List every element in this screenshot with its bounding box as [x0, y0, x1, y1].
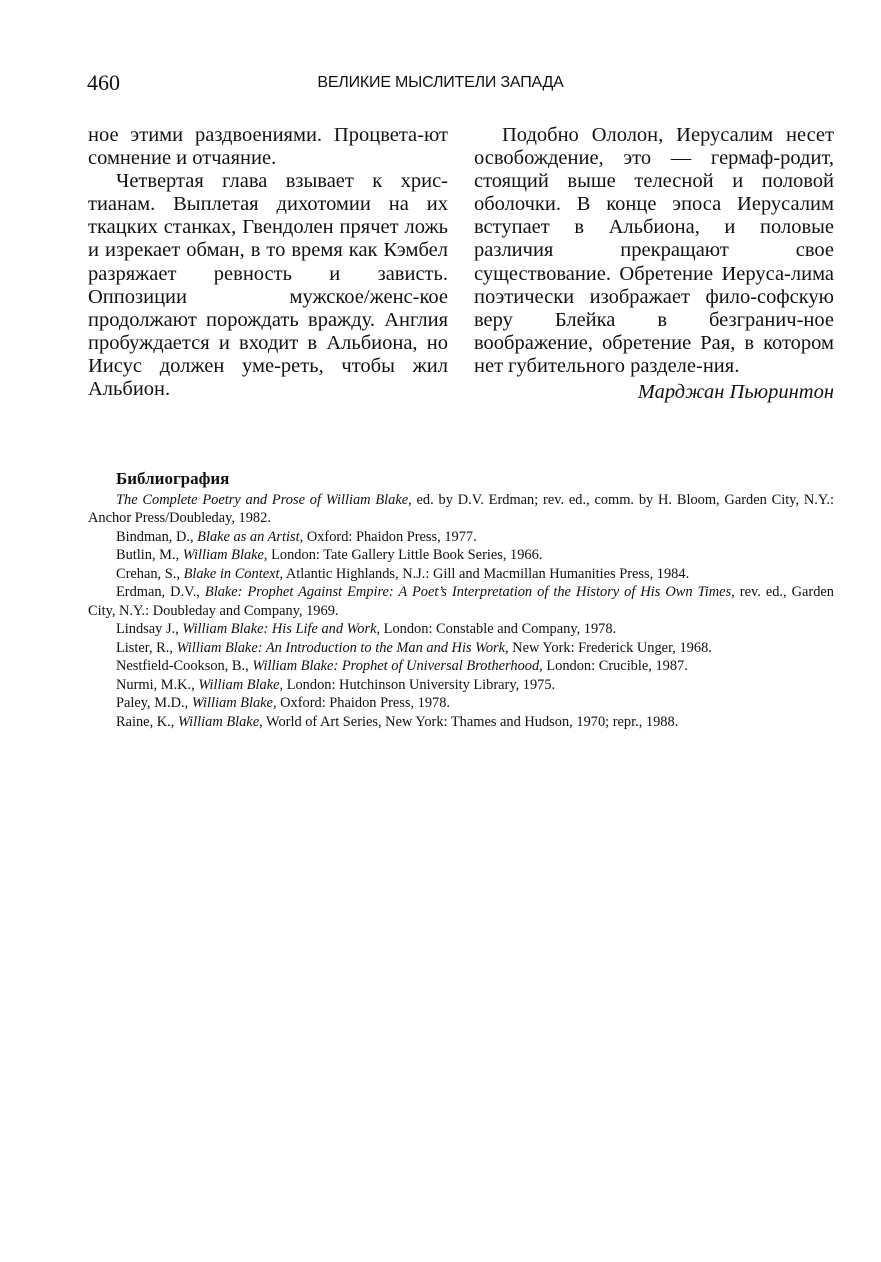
bibliography-entry [88, 583, 834, 620]
entry-details: , rev. ed., Garden City, N.Y.: Doubleday and Company, 1969. [88, 584, 834, 619]
entry-title: Blake: Prophet Against Empire: A Poet’s Interpretation of the History of His Own Times [204, 584, 732, 600]
page-number: 460 [87, 70, 120, 95]
bibliography-entry [88, 676, 834, 695]
entry-author: Bindman, D., [116, 528, 198, 545]
right-paragraph-1: Подобно Ололон, Иерусалим несет освобождение, это — гермаф-родит, стоящий выше телесной и половой оболочки. В конце эпоса Иерусалим вступает в Альбиона, и половые различия прекращают свое существование. Обретение Иеруса-лима поэтически изображает фило-софскую веру Блейка в безгранич-ное воображение, обретение Рая, в котором нет губительного разделе-ния. [474, 124, 834, 377]
page-header [0, 70, 881, 100]
entry-details: , ed. by D.V. Erdman; rev. ed., comm. by H. Bloom, Garden City, N.Y.: Anchor Press/Doubleday, 1982. [88, 491, 834, 526]
entry-details: , New York: Frederick Unger, 1968. [505, 639, 712, 656]
entry-title: William Blake: His Life and Work [182, 621, 377, 637]
entry-details: , Oxford: Phaidon Press, 1978. [272, 695, 451, 711]
right-column [474, 124, 834, 404]
entry-details: , World of Art Series, New York: Thames and Hudson, 1970; repr., 1988. [259, 713, 679, 730]
bibliography-entry [88, 657, 834, 676]
entry-details: , London: Tate Gallery Little Book Series, 1966. [263, 547, 543, 563]
bibliography-entry [88, 620, 834, 639]
entry-author: Lindsay J., [116, 621, 183, 637]
entry-author: Nurmi, M.K., [116, 676, 199, 693]
entry-title: Blake as an Artist [197, 528, 300, 545]
entry-details: , London: Crucible, 1987. [539, 658, 688, 674]
left-column [88, 124, 448, 401]
entry-details: , London: Hutchinson University Library, 1975. [279, 676, 556, 693]
entry-author: Nestfield-Cookson, B., [116, 658, 253, 674]
bibliography-entry [88, 546, 834, 565]
entry-author: Raine, K., [116, 713, 178, 730]
bibliography-entry [88, 565, 834, 584]
bibliography-list [88, 491, 834, 732]
entry-author: Crehan, S., [116, 565, 184, 582]
entry-title: William Blake [182, 547, 264, 563]
entry-title: William Blake [191, 695, 273, 711]
entry-author: Erdman, D.V., [116, 584, 205, 600]
bibliography-entry [88, 694, 834, 713]
entry-author: Paley, M.D., [116, 695, 192, 711]
entry-author: Lister, R., [116, 639, 177, 656]
running-head: ВЕЛИКИЕ МЫСЛИТЕЛИ ЗАПАДА [317, 74, 564, 91]
entry-title: William Blake [177, 713, 260, 730]
bibliography-entry [88, 639, 834, 658]
entry-title: The Complete Poetry and Prose of William Blake [116, 491, 409, 508]
left-paragraph-2: Четвертая глава взывает к хрис-тианам. Выплетая дихотомии на их ткацких станках, Гвендолен прячет ложь и изрекает обман, в то время как Кэмбел разряжает ревность и зависть. Оппозиции мужское/женс-кое продолжают порождать вражду. Англия пробуждается и входит в Альбиона, но Иисус должен уме-реть, чтобы жил Альбион. [88, 170, 448, 401]
article-author: Марджан Пьюринтон [637, 381, 834, 404]
bibliography-entry [88, 713, 834, 732]
left-paragraph-1: ное этими раздвоениями. Процвета-ют сомнение и отчаяние. [88, 124, 448, 170]
bibliography-entry [88, 528, 834, 547]
entry-details: , London: Constable and Company, 1978. [376, 621, 617, 637]
entry-details: , Atlantic Highlands, N.J.: Gill and Macmillan Humanities Press, 1984. [279, 565, 690, 582]
entry-title: William Blake: Prophet of Universal Brotherhood [252, 658, 540, 674]
bibliography [88, 470, 834, 731]
bibliography-entry [88, 491, 834, 528]
entry-title: William Blake: An Introduction to the Man and His Work [176, 639, 505, 656]
entry-details: , Oxford: Phaidon Press, 1977. [299, 528, 477, 545]
entry-title: William Blake [198, 676, 280, 693]
entry-author: Butlin, M., [116, 547, 183, 563]
bibliography-title: Библиография [116, 469, 230, 488]
entry-title: Blake in Context [183, 565, 280, 582]
